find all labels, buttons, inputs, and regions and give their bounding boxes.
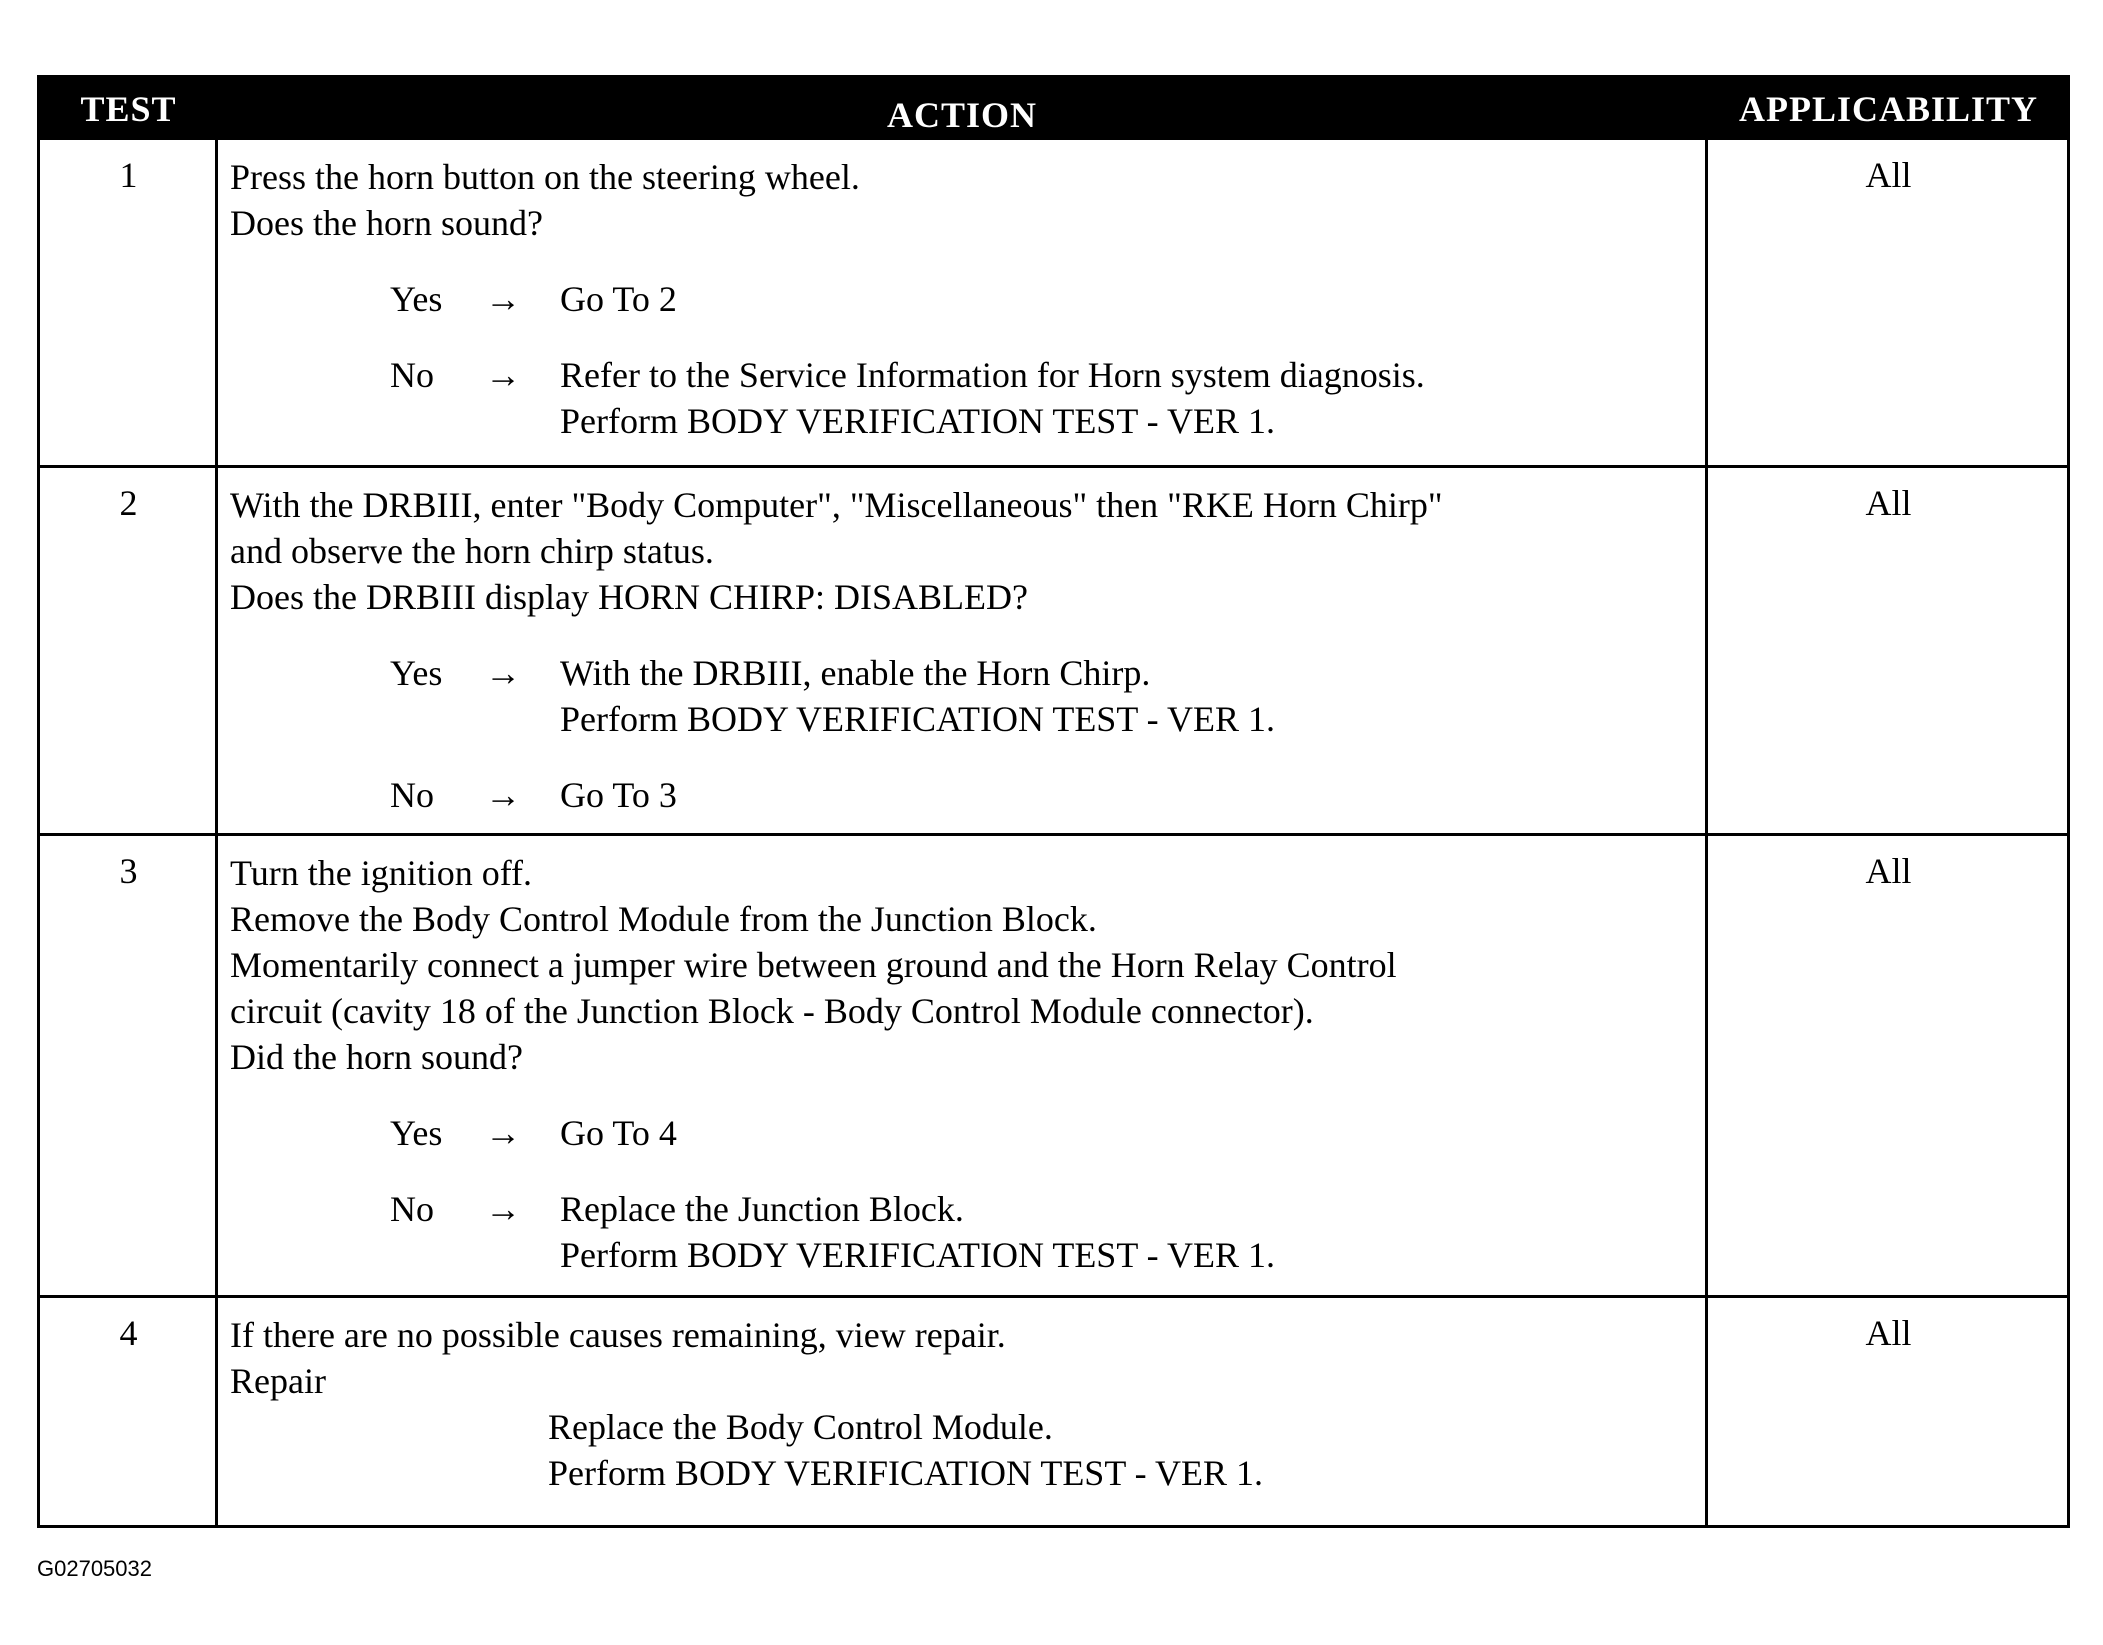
test-number: 3 bbox=[119, 851, 138, 891]
action-line: and observe the horn chirp status. bbox=[230, 531, 714, 571]
action-line: Turn the ignition off. bbox=[230, 853, 533, 893]
no-branch bbox=[230, 1186, 1695, 1278]
yes-label: Yes bbox=[390, 279, 443, 319]
no-branch bbox=[230, 352, 1695, 444]
header-applicability: APPLICABILITY bbox=[1738, 89, 2039, 129]
action-line: Momentarily connect a jumper wire between ground and the Horn Relay Control bbox=[230, 945, 1397, 985]
header-action: ACTION bbox=[886, 95, 1038, 135]
repair-result: Perform BODY VERIFICATION TEST - VER 1. bbox=[548, 1453, 1264, 1493]
test-number: 1 bbox=[119, 155, 138, 195]
right-arrow-icon: → bbox=[485, 1189, 521, 1229]
no-label: No bbox=[390, 355, 434, 395]
yes-branch bbox=[230, 650, 1695, 742]
no-result: Perform BODY VERIFICATION TEST - VER 1. bbox=[560, 1235, 1276, 1275]
action-line: With the DRBIII, enter "Body Computer", "Miscellaneous" then "RKE Horn Chirp" bbox=[230, 485, 1443, 525]
action-line: If there are no possible causes remaining, view repair. bbox=[230, 1315, 1006, 1355]
yes-label: Yes bbox=[390, 653, 443, 693]
yes-label: Yes bbox=[390, 1113, 443, 1153]
right-arrow-icon: → bbox=[485, 1113, 521, 1153]
diagnostic-table bbox=[37, 75, 2070, 1528]
right-arrow-icon: → bbox=[485, 775, 521, 815]
applicability-value: All bbox=[1865, 155, 1912, 195]
action-line: Press the horn button on the steering wheel. bbox=[230, 157, 860, 197]
no-label: No bbox=[390, 775, 434, 815]
action-line: Remove the Body Control Module from the Junction Block. bbox=[230, 899, 1097, 939]
table-row bbox=[40, 140, 2067, 465]
applicability-value: All bbox=[1865, 851, 1912, 891]
action-line: circuit (cavity 18 of the Junction Block - Body Control Module connector). bbox=[230, 991, 1314, 1031]
applicability-value: All bbox=[1865, 1313, 1912, 1353]
yes-result: Perform BODY VERIFICATION TEST - VER 1. bbox=[560, 699, 1276, 739]
yes-result: Go To 2 bbox=[560, 279, 677, 319]
table-row bbox=[40, 833, 2067, 1295]
no-result: Refer to the Service Information for Horn system diagnosis. bbox=[560, 355, 1425, 395]
yes-branch bbox=[230, 276, 1695, 322]
no-result: Go To 3 bbox=[560, 775, 677, 815]
no-result: Perform BODY VERIFICATION TEST - VER 1. bbox=[560, 401, 1276, 441]
yes-branch bbox=[230, 1110, 1695, 1156]
figure-id: G02705032 bbox=[37, 1556, 152, 1581]
right-arrow-icon: → bbox=[485, 355, 521, 395]
right-arrow-icon: → bbox=[485, 279, 521, 319]
table-row bbox=[40, 1295, 2067, 1525]
action-line: Does the DRBIII display HORN CHIRP: DISABLED? bbox=[230, 577, 1028, 617]
repair-result: Replace the Body Control Module. bbox=[548, 1407, 1053, 1447]
no-label: No bbox=[390, 1189, 434, 1229]
yes-result: Go To 4 bbox=[560, 1113, 677, 1153]
action-cell bbox=[230, 482, 1695, 818]
action-cell bbox=[230, 1312, 1695, 1496]
repair-label: Repair bbox=[230, 1361, 326, 1401]
action-cell bbox=[230, 850, 1695, 1278]
action-line: Did the horn sound? bbox=[230, 1037, 523, 1077]
test-number: 4 bbox=[119, 1313, 138, 1353]
no-result: Replace the Junction Block. bbox=[560, 1189, 964, 1229]
applicability-value: All bbox=[1865, 483, 1912, 523]
right-arrow-icon: → bbox=[485, 653, 521, 693]
table-header bbox=[40, 78, 2067, 140]
action-cell bbox=[230, 154, 1695, 444]
no-branch bbox=[230, 772, 1695, 818]
action-line: Does the horn sound? bbox=[230, 203, 543, 243]
yes-result: With the DRBIII, enable the Horn Chirp. bbox=[560, 653, 1151, 693]
test-number: 2 bbox=[119, 483, 138, 523]
table-row bbox=[40, 465, 2067, 833]
header-test: TEST bbox=[80, 89, 177, 129]
